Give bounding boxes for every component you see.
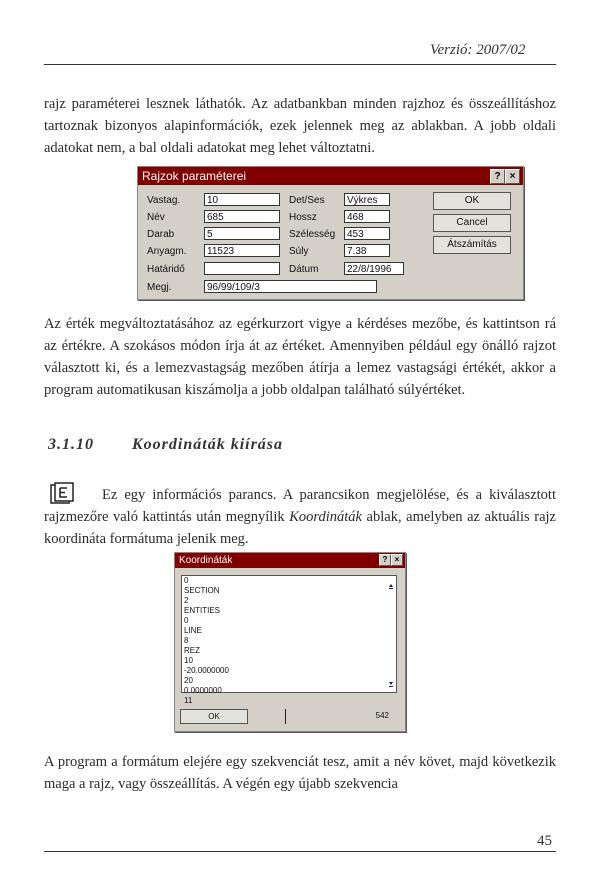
det-ses-value: Výkres (344, 193, 390, 206)
dialog-title-bar (175, 553, 405, 568)
cancel-button[interactable]: Cancel (433, 214, 511, 232)
rajzok-parameterei-dialog (137, 166, 524, 300)
list-item: 0 (184, 576, 189, 585)
header-rule (44, 64, 556, 65)
paragraph-edit: Az érték megváltoztatásához az egérkurzort vigye a kérdéses mezőbe, és kattintson rá az értékre. A szokásos módon írja át az értéket. Amennyiben például egy önálló rajzot választott ki, és a lemezvastagság mezőben átírja a lemez vastagsági értékét, akkor a program automatikusan kiszámolja a jobb oldalpan található súlyértéket. (44, 316, 556, 398)
dialog-title-bar (138, 167, 523, 185)
close-icon[interactable]: × (391, 554, 403, 566)
list-item: -20.0000000 (184, 666, 229, 675)
anyagm-field[interactable]: 11523 (204, 244, 280, 257)
hossz-value: 468 (344, 210, 390, 223)
field-label: Megj. (147, 282, 172, 293)
field-label: Anyagm. (147, 246, 187, 257)
help-icon[interactable]: ? (379, 554, 391, 566)
ok-button[interactable]: OK (180, 709, 248, 724)
dialog-title: Rajzok paraméterei (142, 169, 247, 183)
suly-value: 7.38 (344, 244, 390, 257)
field-label: Det/Ses (289, 195, 325, 206)
version-header: Verzió: 2007/02 (430, 42, 526, 58)
field-label: Hossz (289, 212, 317, 223)
koordinatak-dialog (174, 552, 406, 732)
szelesseg-value: 453 (344, 227, 390, 240)
field-label: Darab (147, 229, 175, 240)
list-item: 2 (184, 596, 189, 605)
list-item: REZ (184, 646, 200, 655)
scrollbar-arrows-icon (386, 576, 396, 692)
scrollbar[interactable] (386, 576, 396, 692)
vastag-field[interactable]: 10 (204, 193, 280, 206)
list-item: 11 (184, 696, 193, 705)
paragraph-coordinates: Ez egy információs parancs. A parancsikon megjelölése, és a kiválasztott rajzmezőre való kattintás után megnyílik Koordináták ablak, amelyben az aktuális rajz koordináta formátuma jelenik meg. (44, 487, 556, 547)
field-label: Súly (289, 246, 309, 257)
datum-value: 22/8/1996 (344, 262, 404, 275)
field-label: Dátum (289, 264, 319, 275)
help-icon[interactable]: ? (490, 169, 505, 184)
recalc-button[interactable]: Átszámítás (433, 236, 511, 254)
hatarido-field[interactable] (204, 262, 280, 275)
list-item: ENTITIES (184, 606, 221, 615)
paragraph-intro: rajz paraméterei lesznek láthatók. Az adatbankban minden rajzhoz és összeállításhoz tartoznak bizonyos alapinformációk, ezek jelennek meg az ablakban. A jobb oldali adatokat nem, a bal oldali adatokat meg lehet változtatni. (44, 96, 556, 156)
counter-field: 542 (285, 709, 393, 724)
list-item: 0 (184, 616, 189, 625)
megj-field[interactable]: 96/99/109/3 (204, 280, 377, 293)
field-label: Név (147, 212, 165, 223)
dialog-title: Koordináták (179, 555, 233, 566)
section-number: 3.1.10 (48, 436, 94, 453)
paragraph-format: A program a formátum elejére egy szekvenciát tesz, amit a név követ, majd következik maga a rajz, vagy összeállítás. A végén egy újabb szekvencia (44, 754, 556, 792)
list-item: SECTION (184, 586, 220, 595)
list-item: 20 (184, 676, 193, 685)
nev-field[interactable]: 685 (204, 210, 280, 223)
list-item: LINE (184, 626, 202, 635)
darab-field[interactable]: 5 (204, 227, 280, 240)
coordinate-listbox[interactable] (181, 575, 397, 705)
field-label: Szélesség (289, 229, 336, 240)
footer-rule (44, 851, 556, 852)
list-item: 10 (184, 656, 193, 665)
section-heading (48, 436, 283, 454)
field-label: Határidő (147, 264, 185, 275)
section-title: Koordináták kiírása (132, 436, 284, 453)
list-item: 8 (184, 636, 189, 645)
ok-button[interactable]: OK (433, 192, 511, 210)
list-item: 0.0000000 (184, 686, 222, 695)
field-label: Vastag. (147, 195, 181, 206)
close-icon[interactable]: × (505, 169, 520, 184)
page-number: 45 (537, 833, 552, 849)
